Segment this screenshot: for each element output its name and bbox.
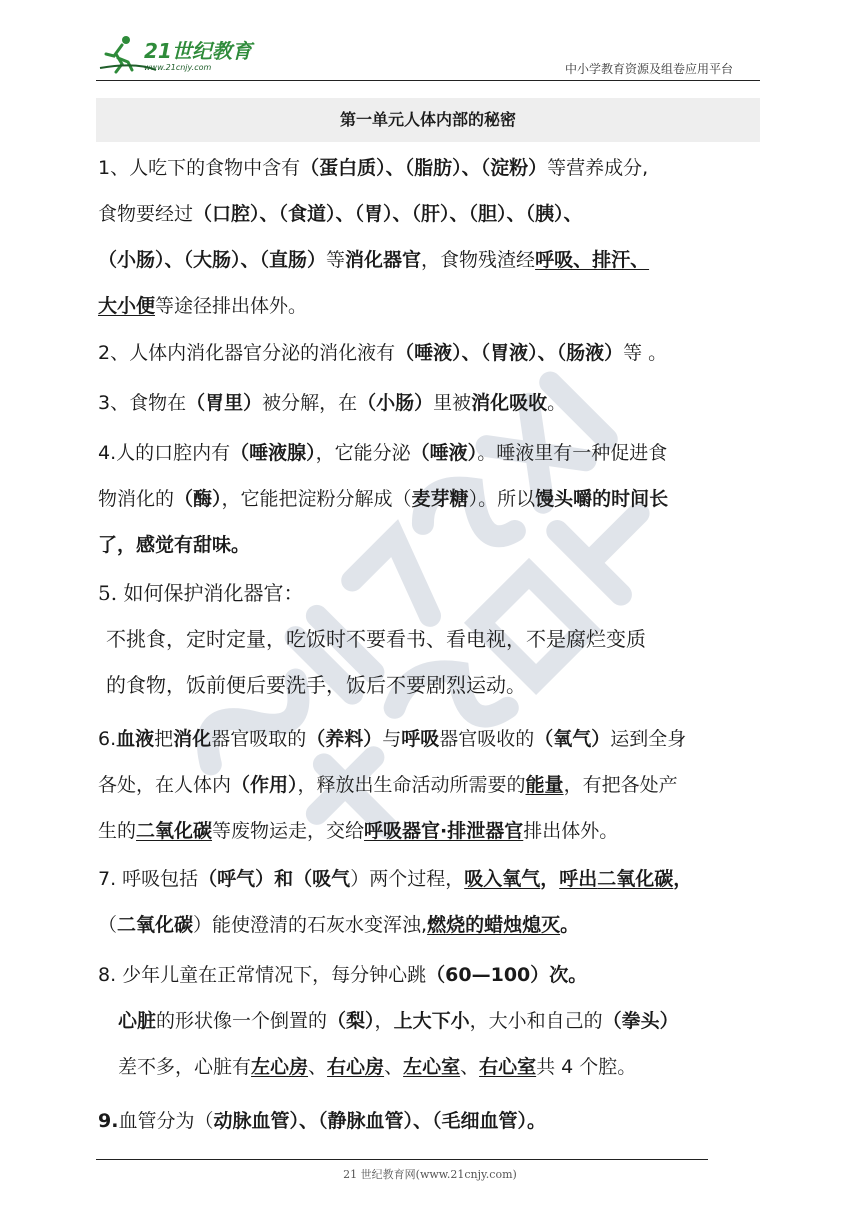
text-line [98, 330, 762, 376]
text-run: ， [374, 1010, 394, 1032]
emphasis-run: （梨） [327, 1010, 375, 1032]
text-run: 等营养成分, [547, 157, 649, 179]
text-run: ，大小和自己的 [469, 1010, 603, 1032]
text-run: 差不多，心脏有 [118, 1056, 252, 1078]
item-3 [98, 380, 762, 426]
emphasis-run: 馒头嚼的时间长 [535, 488, 669, 510]
emphasis-run: 呼吸、排汗、 [535, 249, 650, 271]
emphasis-run: （唾液腺） [230, 442, 316, 464]
emphasis-run [427, 914, 560, 936]
emphasis-run: 能量 [525, 774, 564, 796]
item-9 [98, 1098, 762, 1144]
text-run: ，有把各处产 [563, 774, 678, 796]
text-line [98, 430, 762, 476]
text-run: 里被 [433, 392, 472, 414]
text-run: 的形状像一个倒置的 [156, 1010, 328, 1032]
emphasis-run: （小肠）、（大肠）、（直肠） [98, 249, 327, 271]
emphasis-run: 左心室 [403, 1056, 461, 1078]
emphasis-run: （拳头） [602, 1010, 679, 1032]
emphasis-run: （作用） [231, 774, 298, 796]
text-line [98, 998, 762, 1044]
emphasis-run: 左心房 [251, 1056, 309, 1078]
runner-logo-icon [96, 34, 266, 76]
text-line [98, 856, 762, 902]
emphasis-run: 右心室 [479, 1056, 537, 1078]
text-run: 1、人吃下的食物中含有 [98, 157, 301, 179]
emphasis-run: 二氧化碳 [136, 820, 213, 842]
text-run: 6. [98, 728, 117, 750]
text-run: 等废物运走，交给 [212, 820, 365, 842]
text-run: 各处，在人体内 [98, 774, 232, 796]
emphasis-run: 9. [98, 1110, 119, 1132]
text-run: 4.人的口腔内有 [98, 442, 231, 464]
emphasis-run [464, 868, 540, 890]
text-run: 食物要经过 [98, 203, 194, 225]
text-run: ，它能把淀粉分解成（ [221, 488, 412, 510]
emphasis-run [559, 868, 597, 890]
text-line [98, 145, 762, 191]
text-run: 排出体外。 [523, 820, 619, 842]
text-run: 、 [460, 1056, 480, 1078]
platform-tagline: 中小学教育资源及组卷应用平台 [565, 62, 734, 76]
text-run: （ [98, 914, 118, 936]
emphasis-run [98, 295, 155, 317]
text-run: 等 [326, 249, 346, 271]
text-line [98, 902, 762, 948]
text-line [98, 716, 762, 762]
emphasis-run: （氧气） [534, 728, 611, 750]
item-7 [98, 856, 762, 948]
text-run: 7. 呼吸包括 [98, 868, 199, 890]
item-5 [98, 570, 762, 708]
item-2 [98, 330, 762, 376]
text-run: 等途径排出体外。 [155, 295, 308, 317]
text-line [98, 522, 762, 568]
text-run: 把 [154, 728, 174, 750]
text-run: 与 [382, 728, 402, 750]
emphasis-run: 呼出 [559, 868, 598, 890]
emphasis-run: 心脏 [118, 1010, 157, 1032]
text-run: 运到全身 [610, 728, 687, 750]
emphasis-run: （唾液） [410, 442, 478, 464]
emphasis-run: 右心房 [327, 1056, 385, 1078]
emphasis-run: 吸入氧气 [464, 868, 541, 890]
text-line: 不挑食，定时定量，吃饭时不要看书、看电视，不是腐烂变质 [106, 627, 646, 651]
emphasis-run: 大小便 [98, 295, 156, 317]
text-run: ，释放出生命活动所需要的 [297, 774, 526, 796]
text-run: 血管分为（ [118, 1110, 214, 1132]
emphasis-run [403, 1056, 460, 1078]
emphasis-run: 呼吸器官·排泄器官 [364, 820, 524, 842]
emphasis-run: （蛋白质）、（脂肪）、（淀粉） [300, 157, 548, 179]
text-line [98, 952, 762, 998]
emphasis-run: 燃烧的蜡烛熄灭 [427, 914, 561, 936]
item-4 [98, 430, 762, 568]
emphasis-run: ， [540, 868, 560, 890]
emphasis-run: 呼吸 [401, 728, 440, 750]
text-run: 生的 [98, 820, 137, 842]
emphasis-run [535, 249, 649, 271]
emphasis-run [526, 774, 564, 796]
text-run: 3、食物在 [98, 392, 187, 414]
text-run: ）两个过程， [350, 868, 465, 890]
emphasis-run: （60—100）次。 [426, 964, 588, 986]
emphasis-run: （胃里） [186, 392, 263, 414]
text-line [98, 476, 762, 522]
text-run: 、 [308, 1056, 328, 1078]
text-line [98, 283, 762, 329]
footer-link[interactable]: 21 世纪教育网(www.21cnjy.com) [343, 1168, 517, 1181]
emphasis-run: 二氧化碳 [117, 914, 194, 936]
text-run: ，食物残渣经 [421, 249, 536, 271]
footer-divider [96, 1159, 708, 1160]
item-1 [98, 145, 762, 329]
emphasis-run: （口腔）、（食道）、（胃）、（肝）、（胆）、（胰）、 [193, 203, 583, 225]
text-line [98, 191, 762, 237]
text-run: 共 4 个腔。 [536, 1056, 637, 1078]
text-line [98, 808, 762, 854]
emphasis-run [251, 1056, 308, 1078]
text-run: 物消化的 [98, 488, 175, 510]
text-line [98, 237, 762, 283]
item-8 [98, 952, 762, 1090]
text-line [98, 1044, 762, 1090]
text-line [98, 1098, 762, 1144]
emphasis-run: 麦芽糖 [411, 488, 469, 510]
emphasis-run [327, 1056, 384, 1078]
text-line [98, 380, 762, 426]
emphasis-run: （酶） [174, 488, 222, 510]
text-run: 2、人体内消化器官分泌的消化液有 [98, 342, 396, 364]
logo-text: 21世纪教育 [144, 39, 252, 63]
emphasis-run [136, 820, 212, 842]
emphasis-run: 消化吸收 [471, 392, 548, 414]
text-run: 、 [384, 1056, 404, 1078]
emphasis-run: ， [673, 868, 693, 890]
page-title: 第一单元人体内部的秘密 [96, 98, 760, 142]
emphasis-run: 血液 [116, 728, 155, 750]
header-divider [96, 80, 760, 81]
text-run: ）。所以 [468, 488, 536, 510]
text-run: ，它能分泌 [315, 442, 411, 464]
emphasis-run: 。 [560, 914, 580, 936]
emphasis-run: 上大下小 [393, 1010, 470, 1032]
text-run: 。唾液里有一种促进食 [477, 442, 668, 464]
emphasis-run [364, 820, 523, 842]
emphasis-run: （呼气）和（吸气 [198, 868, 351, 890]
item-6 [98, 716, 762, 854]
emphasis-run: （唾液）、（胃液）、（肠液） [395, 342, 624, 364]
site-logo[interactable] [96, 34, 266, 76]
text-run: 8. 少年儿童在正常情况下，每分钟心跳 [98, 964, 427, 986]
emphasis-run: （小肠） [357, 392, 434, 414]
emphasis-run: 动脉血管）、（静脉血管）、（毛细血管）。 [213, 1110, 546, 1132]
logo-url: www.21cnjy.com [144, 63, 212, 72]
emphasis-run: 消化 [173, 728, 212, 750]
text-run: 等 。 [623, 342, 668, 364]
emphasis-run: 二氧化碳 [597, 868, 674, 890]
emphasis-run: （养料） [306, 728, 383, 750]
text-run: 器官吸取的 [211, 728, 307, 750]
text-run: 器官吸收的 [439, 728, 535, 750]
text-run: ）能使澄清的石灰水变浑浊, [193, 914, 428, 936]
text-run: 。 [547, 392, 567, 414]
text-line [98, 762, 762, 808]
text-line: 的食物，饭前便后要洗手，饭后不要剧烈运动。 [106, 673, 526, 697]
emphasis-run: 消化器官 [345, 249, 422, 271]
text-line: 5. 如何保护消化器官： [98, 581, 304, 605]
emphasis-run: 了，感觉有甜味。 [98, 534, 251, 556]
emphasis-run [597, 868, 673, 890]
emphasis-run [479, 1056, 536, 1078]
text-run: 被分解，在 [262, 392, 358, 414]
